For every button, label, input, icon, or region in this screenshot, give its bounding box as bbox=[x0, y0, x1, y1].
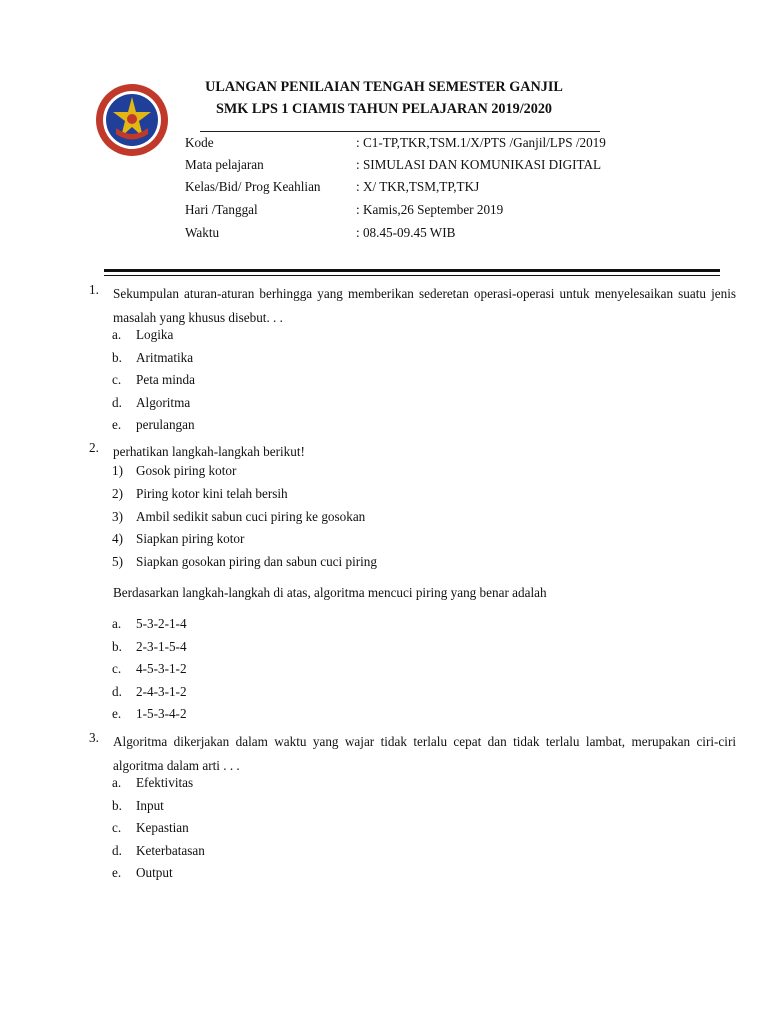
step-label: 1) bbox=[112, 463, 123, 478]
option-label: a. bbox=[112, 775, 122, 790]
option-text: Logika bbox=[136, 327, 174, 342]
option-label: d. bbox=[112, 842, 122, 858]
option-label: b. bbox=[112, 349, 122, 365]
step-text: Piring kotor kini telah bersih bbox=[136, 485, 288, 501]
option-label: a. bbox=[112, 327, 122, 342]
info-value-kelas: : X/ TKR,TSM,TP,TKJ bbox=[356, 179, 480, 194]
option-text: perulangan bbox=[136, 417, 195, 433]
option-text: Efektivitas bbox=[136, 775, 194, 790]
info-value-mata-pelajaran: : SIMULASI DAN KOMUNIKASI DIGITAL bbox=[356, 157, 602, 172]
step-text: Siapkan piring kotor bbox=[136, 531, 245, 547]
option-text: Output bbox=[136, 865, 173, 881]
header-underline bbox=[200, 131, 600, 132]
school-year-title: SMK LPS 1 CIAMIS TAHUN PELAJARAN 2019/2020 bbox=[215, 101, 553, 117]
option-label: c. bbox=[112, 661, 122, 677]
option-label: b. bbox=[112, 638, 122, 654]
option-label: d. bbox=[112, 683, 122, 699]
option-text: Input bbox=[136, 797, 164, 813]
option-label: a. bbox=[112, 616, 122, 631]
info-label-kelas: Kelas/Bid/ Prog Keahlian bbox=[185, 179, 321, 194]
step-text: Gosok piring kotor bbox=[136, 463, 237, 478]
option-text: 4-5-3-1-2 bbox=[136, 661, 187, 677]
option-label: c. bbox=[112, 820, 122, 836]
info-value-hari-tanggal: : Kamis,26 September 2019 bbox=[356, 202, 504, 217]
step-label: 3) bbox=[112, 508, 123, 524]
option-text: Peta minda bbox=[136, 372, 195, 388]
option-text: 1-5-3-4-2 bbox=[136, 706, 187, 722]
option-label: e. bbox=[112, 865, 122, 881]
info-label-hari-tanggal: Hari /Tanggal bbox=[185, 202, 258, 217]
question-text: perhatikan langkah-langkah berikut! bbox=[113, 444, 305, 459]
info-label-kode: Kode bbox=[185, 135, 214, 150]
header-separator-thick bbox=[104, 269, 720, 272]
option-label: b. bbox=[112, 797, 122, 813]
question-number: 2. bbox=[89, 440, 99, 455]
info-label-mata-pelajaran: Mata pelajaran bbox=[185, 157, 264, 172]
step-text: Ambil sedikit sabun cuci piring ke gosokan bbox=[136, 508, 366, 524]
step-label: 2) bbox=[112, 485, 123, 501]
step-label: 4) bbox=[112, 531, 123, 547]
option-text: 2-3-1-5-4 bbox=[136, 638, 187, 654]
option-label: d. bbox=[112, 394, 122, 410]
option-label: e. bbox=[112, 706, 122, 722]
exam-title: ULANGAN PENILAIAN TENGAH SEMESTER GANJIL bbox=[205, 79, 563, 95]
question-note: Berdasarkan langkah-langkah di atas, algoritma mencuci piring yang benar adalah bbox=[113, 585, 547, 600]
option-text: 2-4-3-1-2 bbox=[136, 683, 187, 699]
question-text: Sekumpulan aturan-aturan berhingga yang memberikan sederetan operasi-operasi untuk menyelesaikan suatu jenis masalah yang khusus disebut. . . bbox=[113, 286, 736, 325]
option-text: Algoritma bbox=[136, 394, 191, 410]
header-separator-thin bbox=[104, 275, 720, 276]
info-label-waktu: Waktu bbox=[185, 225, 220, 240]
question-text: Algoritma dikerjakan dalam waktu yang wajar tidak terlalu cepat dan tidak terlalu lambat, merupakan ciri-ciri algoritma dalam arti . . . bbox=[113, 734, 736, 773]
option-text: Aritmatika bbox=[136, 349, 194, 365]
option-label: e. bbox=[112, 417, 122, 433]
option-label: c. bbox=[112, 372, 122, 388]
info-value-kode: : C1-TP,TKR,TSM.1/X/PTS /Ganjil/LPS /2019 bbox=[356, 135, 606, 150]
info-value-waktu: : 08.45-09.45 WIB bbox=[356, 225, 456, 240]
question-number: 3. bbox=[89, 730, 99, 745]
step-text: Siapkan gosokan piring dan sabun cuci piring bbox=[136, 554, 377, 570]
option-text: 5-3-2-1-4 bbox=[136, 616, 187, 631]
option-text: Keterbatasan bbox=[136, 842, 205, 858]
step-label: 5) bbox=[112, 554, 123, 570]
question-number: 1. bbox=[89, 282, 99, 297]
option-text: Kepastian bbox=[136, 820, 189, 836]
